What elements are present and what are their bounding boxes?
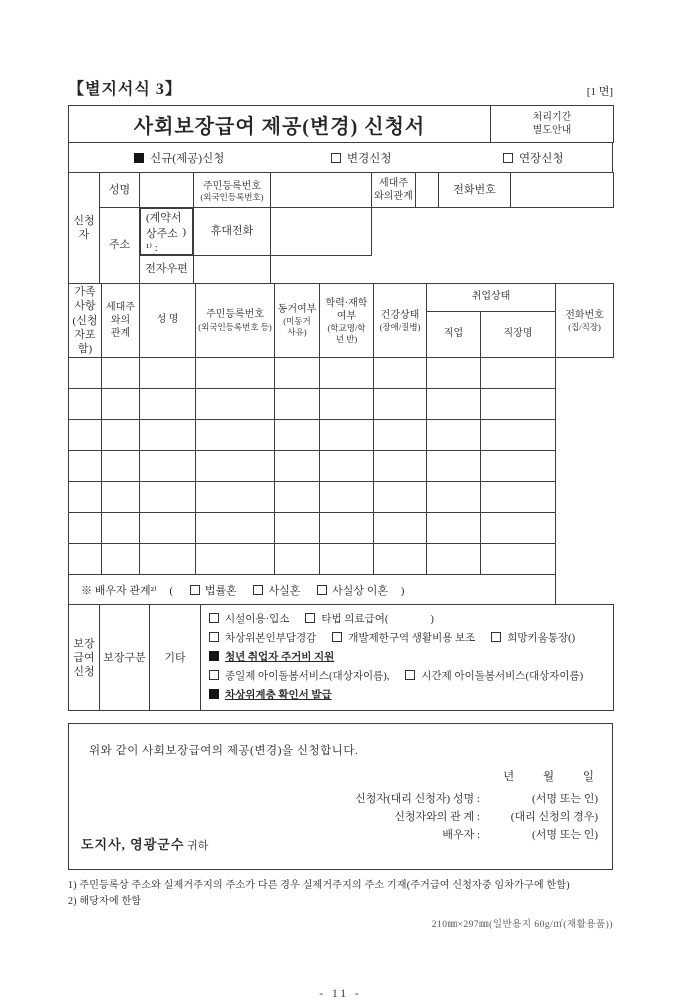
checkbox-new-icon[interactable] <box>134 153 144 163</box>
family-cell[interactable] <box>140 358 196 389</box>
email-value[interactable] <box>194 256 271 284</box>
processing-label: 처리기간 <box>532 111 572 123</box>
family-cell[interactable] <box>69 482 102 513</box>
checkbox-icon[interactable] <box>209 670 219 680</box>
checkbox-change-icon[interactable] <box>331 153 341 163</box>
family-cell[interactable] <box>102 389 140 420</box>
footnote-2: 2) 해당자에 한함 <box>68 896 142 908</box>
family-cell[interactable] <box>427 358 481 389</box>
family-cell[interactable] <box>481 389 556 420</box>
benefit-option-line <box>209 686 609 705</box>
phone-value[interactable] <box>511 173 614 208</box>
family-cell[interactable] <box>140 389 196 420</box>
benefit-option-line <box>209 629 609 648</box>
paper-spec: 210㎜×297㎜(일반용지 60g/㎡(재활용품)) <box>431 920 613 931</box>
family-cell[interactable] <box>102 482 140 513</box>
spouse-option-divorce[interactable]: 사실상 이혼 <box>332 584 388 597</box>
family-cell[interactable] <box>481 420 556 451</box>
email-label: 전자우편 <box>140 256 194 284</box>
family-row <box>69 544 614 575</box>
phone-label: 전화번호 <box>439 173 511 208</box>
date-line: 년 월 일 <box>503 771 594 784</box>
benefit-option-line <box>209 667 609 686</box>
checkbox-defacto-marriage-icon[interactable] <box>253 585 263 595</box>
declaration-box <box>68 723 613 870</box>
app-type-extend[interactable]: 연장신청 <box>503 150 612 166</box>
family-h-resident-no: 주민등록번호 (외국인등록번호 등) <box>196 284 275 358</box>
checkbox-icon[interactable] <box>209 632 219 642</box>
page-number: - 11 - <box>319 988 362 1000</box>
benefit-option[interactable] <box>209 671 389 682</box>
benefit-section-label: 보장 급여 신청 <box>69 605 100 711</box>
benefit-option-line <box>209 610 609 629</box>
family-cell[interactable] <box>320 389 374 420</box>
applicant-section-label: 신청 자 <box>69 173 100 284</box>
benefit-etc-label: 기타 <box>150 605 201 711</box>
family-cell[interactable] <box>427 389 481 420</box>
family-cell[interactable] <box>275 420 320 451</box>
address-label: 주소 <box>100 208 140 284</box>
application-type-row <box>69 150 612 166</box>
family-h-name: 성 명 <box>140 284 196 358</box>
family-cell[interactable] <box>140 513 196 544</box>
family-cell[interactable] <box>140 451 196 482</box>
family-cell[interactable] <box>69 451 102 482</box>
family-cell[interactable] <box>374 420 427 451</box>
app-type-new[interactable]: 신규(제공)신청 <box>134 150 331 166</box>
family-row <box>69 482 614 513</box>
checkbox-icon[interactable] <box>305 613 315 623</box>
page-marker: [1 면] <box>586 86 613 98</box>
checkbox-extend-icon[interactable] <box>503 153 513 163</box>
checkbox-icon[interactable] <box>332 632 342 642</box>
sign-row-spouse: 배우자 : (서명 또는 인) <box>442 829 598 842</box>
family-cell[interactable] <box>481 544 556 575</box>
spouse-option-defacto[interactable]: 사실혼 <box>268 584 301 597</box>
family-cell[interactable] <box>275 358 320 389</box>
family-cell[interactable] <box>481 513 556 544</box>
checkbox-icon[interactable] <box>209 651 219 661</box>
family-cell[interactable] <box>69 420 102 451</box>
family-cell[interactable] <box>374 482 427 513</box>
resident-no-value[interactable] <box>271 173 372 208</box>
footnote-1: 1) 주민등록상 주소와 실제거주지의 주소가 다른 경우 실제거주지의 주소 기재(주거급여 신청자중 임차가구에 한함) <box>68 880 570 892</box>
applicant-table <box>68 172 614 284</box>
family-cell[interactable] <box>102 420 140 451</box>
family-cell[interactable] <box>275 513 320 544</box>
sign-row-relation: 신청자와의 관 계 : (대리 신청의 경우) <box>394 811 598 824</box>
family-cell[interactable] <box>374 513 427 544</box>
benefit-table <box>68 604 614 711</box>
checkbox-icon[interactable] <box>491 632 501 642</box>
checkbox-defacto-divorce-icon[interactable] <box>317 585 327 595</box>
benefit-category-label: 보장구분 <box>100 605 150 711</box>
benefit-option-label: 시간제 아이돌봄서비스(대상자이름) <box>421 671 584 683</box>
benefit-option[interactable] <box>332 633 475 644</box>
processing-value: 별도안내 <box>532 125 572 136</box>
doc-label: 【별지서식 3】 <box>68 81 182 98</box>
family-cell[interactable] <box>275 482 320 513</box>
family-cell[interactable] <box>196 482 275 513</box>
benefit-option-label: 청년 취업자 주거비 지원 <box>225 652 335 664</box>
family-cell[interactable] <box>481 358 556 389</box>
family-cell[interactable] <box>69 389 102 420</box>
family-cell[interactable] <box>481 482 556 513</box>
checkbox-icon[interactable] <box>405 670 415 680</box>
benefit-option[interactable] <box>209 633 316 644</box>
family-row <box>69 358 614 389</box>
benefit-option[interactable] <box>209 690 332 701</box>
app-type-change[interactable]: 변경신청 <box>331 150 503 166</box>
family-cell[interactable] <box>196 451 275 482</box>
family-cell[interactable] <box>320 451 374 482</box>
mobile-value[interactable] <box>271 208 372 256</box>
page-header <box>68 76 613 99</box>
sign-row-applicant: 신청자(대리 신청자) 성명 : (서명 또는 인) <box>355 793 598 806</box>
family-cell[interactable] <box>320 420 374 451</box>
family-cell[interactable] <box>374 358 427 389</box>
benefit-option-label: 차상위본인부담경감 <box>225 633 317 645</box>
checkbox-icon[interactable] <box>209 613 219 623</box>
benefit-options <box>201 605 614 711</box>
family-row <box>69 389 614 420</box>
benefit-option[interactable] <box>491 633 575 644</box>
family-table <box>68 283 614 605</box>
family-cell[interactable] <box>140 482 196 513</box>
mobile-label: 휴대전화 <box>194 208 271 256</box>
family-cell[interactable] <box>320 482 374 513</box>
family-cell[interactable] <box>320 544 374 575</box>
family-cell[interactable] <box>427 513 481 544</box>
benefit-option-label: 종일제 아이돌봄서비스(대상자이름), <box>225 671 390 683</box>
family-cell[interactable] <box>69 358 102 389</box>
application-type-table <box>68 142 613 173</box>
family-cell[interactable] <box>196 389 275 420</box>
family-row <box>69 420 614 451</box>
family-cell[interactable] <box>102 513 140 544</box>
family-cell[interactable] <box>196 513 275 544</box>
family-h-school: 학력·재학 여부 (학교명/학 년 반) <box>320 284 374 358</box>
form-title: 사회보장급여 제공(변경) 신청서 <box>69 106 491 143</box>
family-cell[interactable] <box>196 420 275 451</box>
family-cell[interactable] <box>374 544 427 575</box>
family-h-workplace: 직장명 <box>481 311 556 358</box>
family-cell[interactable] <box>196 358 275 389</box>
benefit-option-label: 희망키움통장() <box>507 633 576 645</box>
family-cell[interactable] <box>427 420 481 451</box>
family-h-health: 건강상태 (장애/질병) <box>374 284 427 358</box>
family-h-employment: 취업상태 <box>427 284 556 312</box>
family-cell[interactable] <box>102 358 140 389</box>
household-rel-label: 세대주 와의관계 <box>372 173 416 208</box>
family-h-job: 직업 <box>427 311 481 358</box>
footnotes <box>68 878 613 910</box>
benefit-option-label: 개발제한구역 생활비용 보조 <box>348 633 476 645</box>
family-cell[interactable] <box>140 544 196 575</box>
family-cell[interactable] <box>140 420 196 451</box>
household-rel-value[interactable] <box>416 173 439 208</box>
benefit-option-label: 타법 의료급여( ) <box>321 614 434 626</box>
family-cell[interactable] <box>427 482 481 513</box>
benefit-option-label: 차상위계층 확인서 발급 <box>225 690 332 702</box>
benefit-option[interactable] <box>209 614 289 625</box>
family-cell[interactable] <box>102 544 140 575</box>
checkbox-icon[interactable] <box>209 689 219 699</box>
family-h-household: 세대주 와의 관계 <box>102 284 140 358</box>
family-cell[interactable] <box>69 513 102 544</box>
family-cell[interactable] <box>196 544 275 575</box>
name-value[interactable] <box>140 173 194 208</box>
family-h-phone: 전화번호 (집/직장) <box>556 284 614 358</box>
spouse-relation-row: ※ 배우자 관계²⁾ ( 법률혼 사실혼 사실상 이혼 ) <box>69 575 556 605</box>
benefit-option[interactable] <box>209 652 334 663</box>
benefit-option-label: 시설이용·입소 <box>225 614 290 626</box>
declaration-statement: 위와 같이 사회보장급여의 제공(변경)을 신청합니다. <box>89 745 359 758</box>
resident-no-label: 주민등록번호 (외국인등록번호) <box>194 173 271 208</box>
family-cell[interactable] <box>320 513 374 544</box>
family-cell[interactable] <box>102 451 140 482</box>
spouse-option-legal[interactable]: 법률혼 <box>204 584 237 597</box>
family-cell[interactable] <box>275 451 320 482</box>
title-table <box>68 105 614 143</box>
address-value[interactable]: (계약서상주소¹⁾ : ) <box>140 208 193 255</box>
family-cell[interactable] <box>374 389 427 420</box>
benefit-option-line <box>209 648 609 667</box>
family-section-label: 가족 사항 (신청 자포 함) <box>69 284 102 358</box>
form-page <box>68 76 613 1000</box>
family-row <box>69 451 614 482</box>
family-cell[interactable] <box>320 358 374 389</box>
family-row <box>69 513 614 544</box>
name-label: 성명 <box>100 173 140 208</box>
recipient-line: 도지사, 영광군수 귀하 <box>81 837 209 853</box>
family-cell[interactable] <box>481 451 556 482</box>
family-cell[interactable] <box>275 389 320 420</box>
family-cell[interactable] <box>275 544 320 575</box>
family-cell[interactable] <box>69 544 102 575</box>
family-cell[interactable] <box>427 544 481 575</box>
benefit-option[interactable] <box>305 614 433 625</box>
family-cell[interactable] <box>374 451 427 482</box>
family-h-cohabit: 동거여부 (미동거 사유) <box>275 284 320 358</box>
processing-time-box <box>491 106 614 143</box>
checkbox-legal-marriage-icon[interactable] <box>190 585 200 595</box>
benefit-option[interactable] <box>405 671 583 682</box>
family-cell[interactable] <box>427 451 481 482</box>
